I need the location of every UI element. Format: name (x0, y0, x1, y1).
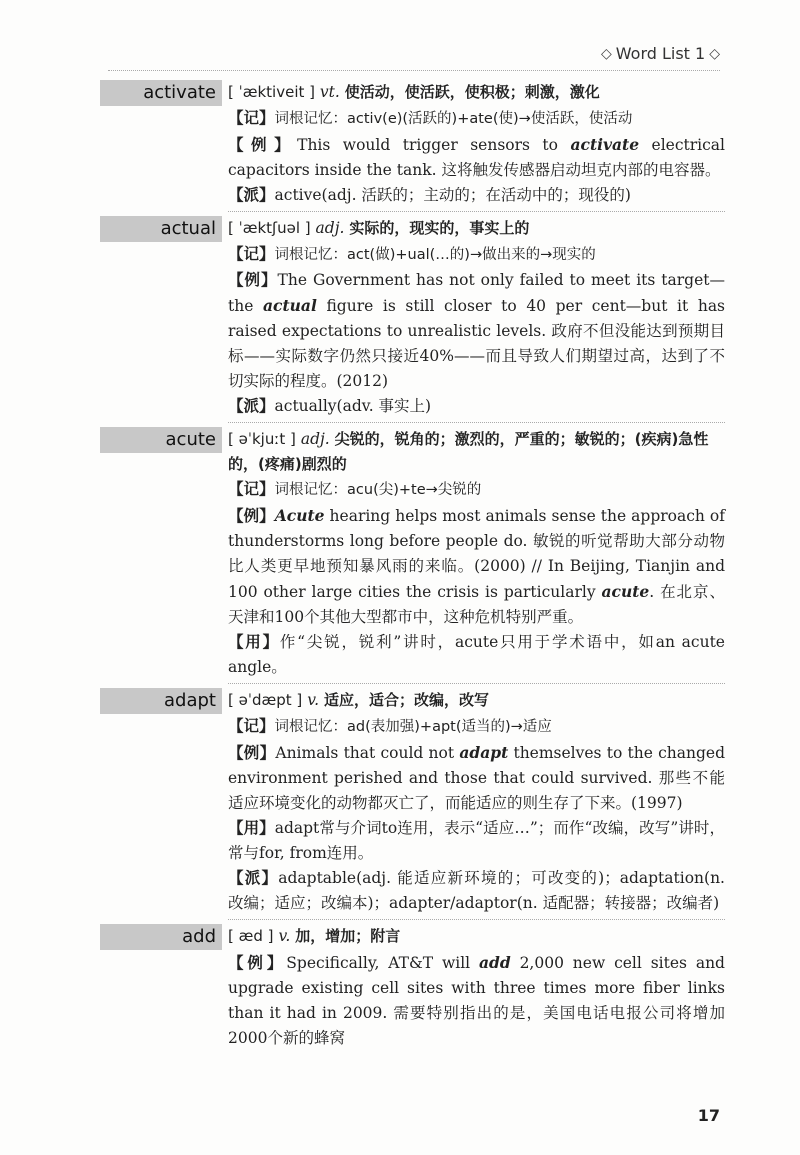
page-number: 17 (697, 1106, 720, 1125)
phonetic: [ ˈæktiveit ] (228, 83, 315, 101)
example-tag: 【例】 (228, 136, 298, 154)
memory-line (228, 106, 725, 132)
example-keyword: Acute (274, 506, 325, 525)
phonetic: [ əˈdæpt ] (228, 691, 303, 709)
memory-tag: 【记】 (228, 245, 275, 263)
entry-divider (228, 919, 725, 920)
usage-line (228, 816, 725, 866)
part-of-speech: adj. (315, 219, 345, 237)
entry-activate (100, 80, 725, 208)
usage-tag: 【用】 (228, 819, 275, 837)
example-line (228, 503, 725, 630)
part-of-speech: v. (307, 691, 320, 709)
example-text: 2,000 new cell sites and upgrade existing cell sites with three times more fiber links than it had in 2009. 需要特别指出的是，美国电话电报公司将增加2000个新的蜂窝 (228, 954, 725, 1047)
memory-line (228, 714, 725, 740)
example-tag: 【例】 (228, 271, 278, 289)
memory-tag: 【记】 (228, 480, 275, 498)
memory-text: 词根记忆：act(做)+ual(…的)→做出来的→现实的 (274, 247, 596, 263)
running-title (601, 44, 720, 63)
headword: activate (100, 80, 222, 106)
example-keyword: actual (263, 296, 317, 315)
derived-text: active(adj. 活跃的；主动的；在活动中的；现役的) (274, 186, 631, 204)
memory-line (228, 477, 725, 503)
derived-tag: 【派】 (228, 186, 275, 204)
diamond-icon: ◇ (709, 45, 720, 62)
definition: 适应，适合；改编，改写 (323, 691, 489, 709)
derived-tag: 【派】 (228, 397, 275, 415)
example-tag: 【例】 (228, 744, 276, 762)
phonetic: [ ˈæktʃuəl ] (228, 219, 311, 237)
example-text: . 在北京、天津和100个其他大型都市中，这种危机特别严重。 (228, 583, 725, 626)
memory-tag: 【记】 (228, 109, 275, 127)
derived-line (228, 183, 725, 208)
example-text: electrical capacitors inside the tank. 这将触发传感器启动坦克内部的电容器。 (228, 136, 725, 179)
running-title-text: Word List 1 (615, 44, 706, 63)
entry-acute (100, 427, 725, 680)
headword: adapt (100, 688, 222, 714)
headword: actual (100, 216, 222, 242)
headword: acute (100, 427, 222, 453)
memory-text: 词根记忆：acu(尖)+te→尖锐的 (274, 482, 482, 498)
derived-line (228, 866, 725, 916)
phonetic: [ əˈkjuːt ] (228, 430, 296, 448)
entry-actual (100, 216, 725, 419)
diamond-icon: ◇ (600, 45, 612, 62)
entry-divider (228, 683, 725, 684)
entry-divider (228, 422, 725, 423)
definition: 使活动，使活跃，使积极；刺激，激化 (344, 83, 600, 101)
example-line (228, 950, 725, 1051)
memory-line (228, 242, 725, 268)
usage-line (228, 630, 725, 680)
example-text: Animals that could not (275, 744, 460, 762)
example-tag: 【例】 (228, 507, 275, 525)
usage-tag: 【用】 (228, 633, 280, 651)
part-of-speech: v. (278, 927, 291, 945)
part-of-speech: vt. (319, 83, 340, 101)
headword: add (100, 924, 222, 950)
example-line (228, 268, 725, 394)
header-rule (108, 70, 720, 71)
derived-tag: 【派】 (228, 869, 279, 887)
definition: 实际的，现实的，事实上的 (349, 219, 530, 237)
example-text: Specifically, AT&T will (286, 954, 479, 972)
part-of-speech: adj. (300, 430, 330, 448)
example-keyword: add (478, 953, 511, 972)
word-list (100, 80, 725, 1051)
memory-text: 词根记忆：ad(表加强)+apt(适当的)→适应 (274, 719, 552, 735)
example-text: This would trigger sensors to (297, 136, 571, 154)
example-text: hearing helps most animals sense the approach of thunderstorms long before people do. 敏锐的听觉帮助大部分动物比人类更早地预知暴风雨的来临。(2000) // In Beijing, Tianjin and 100 other large cities the crisis is particularly (228, 507, 725, 601)
usage-text: adapt常与介词to连用，表示“适应…”；而作“改编，改写”讲时，常与for, from连用。 (228, 819, 725, 862)
example-text: themselves to the changed environment perished and those that could survived. 那些不能适应环境变化的动物都灭亡了，而能适应的则生存了下来。(1997) (228, 744, 726, 812)
entry-divider (228, 211, 725, 212)
derived-line (228, 394, 725, 419)
example-keyword: activate (570, 135, 640, 154)
example-keyword: adapt (459, 743, 509, 762)
derived-text: adaptable(adj. 能适应新环境的；可改变的)；adaptation(n. 改编；适应；改编本)；adapter/adaptor(n. 适配器；转接器；改编者) (228, 869, 725, 912)
entry-add (100, 924, 725, 1051)
example-text: The Government has not only failed to meet its target—the (228, 271, 725, 315)
definition: 加，增加；附言 (295, 927, 401, 945)
example-keyword: acute (601, 582, 650, 601)
memory-tag: 【记】 (228, 717, 275, 735)
example-tag: 【例】 (228, 954, 287, 972)
example-text: figure is still closer to 40 per cent—but it has raised expectations to unrealistic levels. 政府不但没能达到预期目标——实际数字仍然只接近40%——而且导致人们期望过高，达到了不切实际的程度。(2012) (228, 297, 726, 390)
definition: 尖锐的，锐角的；激烈的，严重的；敏锐的；(疾病)急性的，(疼痛)剧烈的 (228, 430, 709, 473)
example-line (228, 132, 725, 183)
page-header (0, 0, 800, 70)
derived-text: actually(adv. 事实上) (274, 397, 432, 415)
example-line (228, 740, 725, 816)
usage-text: 作“尖锐，锐利”讲时，acute只用于学术语中，如an acute angle。 (228, 633, 725, 676)
entry-adapt (100, 688, 725, 916)
phonetic: [ æd ] (228, 927, 274, 945)
memory-text: 词根记忆：activ(e)(活跃的)+ate(使)→使活跃，使活动 (274, 111, 633, 127)
